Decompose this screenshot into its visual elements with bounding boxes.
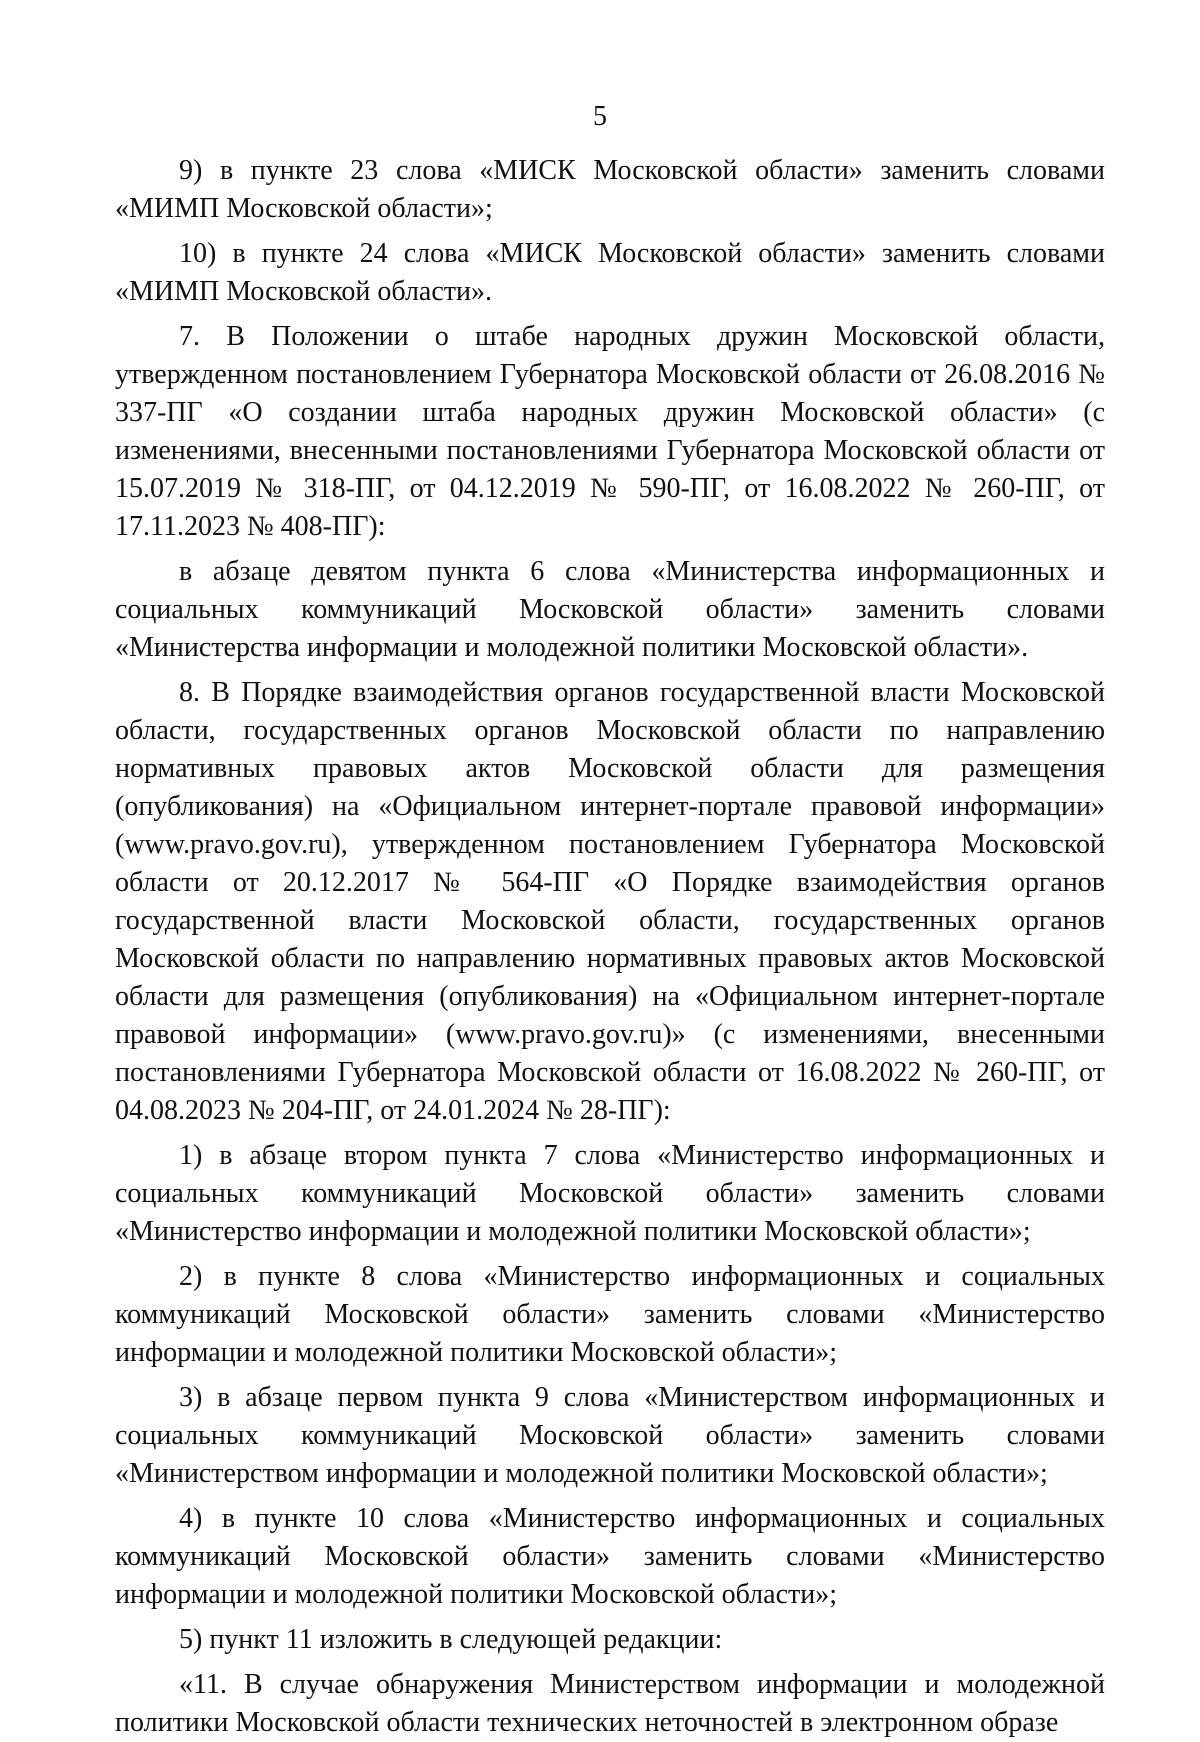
paragraph-section-8-item-3: 3) в абзаце первом пункта 9 слова «Министерством информационных и социальных коммуникаций Московской области» заменить словами «Министерством информации и молодежной политики Московской области»;: [115, 1382, 1105, 1489]
paragraph-section-7-amendment: в абзаце девятом пункта 6 слова «Министерства информационных и социальных коммуникаций Московской области» заменить словами «Министерства информации и молодежной политики Московской области».: [115, 556, 1105, 663]
paragraph-section-8-item-5: 5) пункт 11 изложить в следующей редакции:: [179, 1624, 723, 1655]
document-body: [115, 152, 1105, 1742]
paragraph-section-8-item-1: 1) в абзаце втором пункта 7 слова «Министерство информационных и социальных коммуникаций Московской области» заменить словами «Министерство информации и молодежной политики Московской области»;: [115, 1140, 1105, 1247]
page-number: 5: [593, 101, 607, 132]
paragraph-point-11-text: «11. В случае обнаружения Министерством информации и молодежной политики Московской области технических неточностей в электронном образе: [115, 1669, 1105, 1738]
paragraph-section-8: 8. В Порядке взаимодействия органов государственной власти Московской области, государственных органов Московской области по направлению нормативных правовых актов Московской области для размещения (опубликования) на «Официальном интернет-портале правовой информации» (www.pravo.gov.ru), утвержденном постановлением Губернатора Московской области от 20.12.2017 № 564-ПГ «О Порядке взаимодействия органов государственной власти Московской области, государственных органов Московской области по направлению нормативных правовых актов Московской области для размещения (опубликования) на «Официальном интернет-портале правовой информации» (www.pravo.gov.ru)» (с изменениями, внесенными постановлениями Губернатора Московской области от 16.08.2022 № 260-ПГ, от 04.08.2023 № 204-ПГ, от 24.01.2024 № 28-ПГ):: [115, 677, 1105, 1126]
paragraph-item-10: 10) в пункте 24 слова «МИСК Московской области» заменить словами «МИМП Московской области».: [115, 238, 1105, 307]
paragraph-section-8-item-4: 4) в пункте 10 слова «Министерство информационных и социальных коммуникаций Московской области» заменить словами «Министерство информации и молодежной политики Московской области»;: [115, 1503, 1105, 1610]
paragraph-section-8-item-2: 2) в пункте 8 слова «Министерство информационных и социальных коммуникаций Московской области» заменить словами «Министерство информации и молодежной политики Московской области»;: [115, 1261, 1105, 1368]
paragraph-section-7: 7. В Положении о штабе народных дружин Московской области, утвержденном постановлением Губернатора Московской области от 26.08.2016 № 337-ПГ «О создании штаба народных дружин Московской области» (с изменениями, внесенными постановлениями Губернатора Московской области от 15.07.2019 № 318-ПГ, от 04.12.2019 № 590-ПГ, от 16.08.2022 № 260-ПГ, от 17.11.2023 № 408-ПГ):: [115, 321, 1105, 542]
paragraph-item-9: 9) в пункте 23 слова «МИСК Московской области» заменить словами «МИМП Московской области»;: [115, 155, 1105, 224]
